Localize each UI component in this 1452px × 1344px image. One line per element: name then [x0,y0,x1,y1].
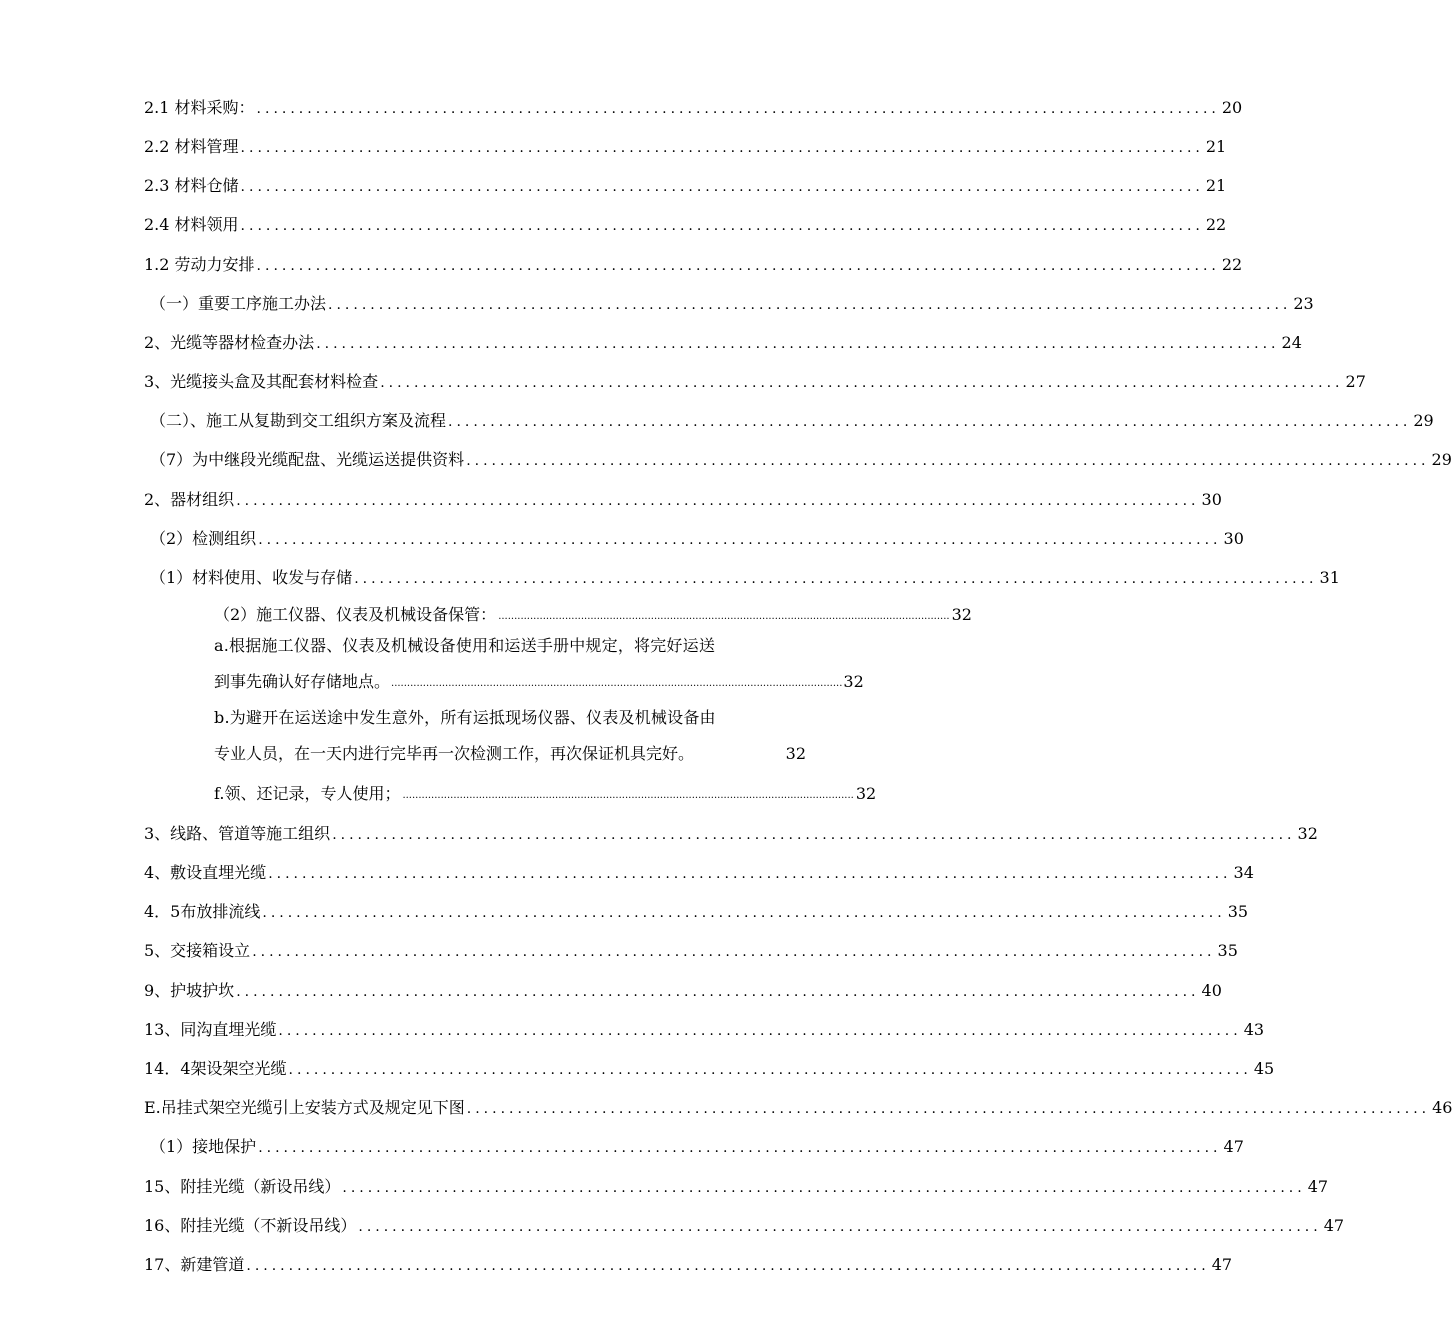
toc-entry[interactable] [150,405,1434,431]
toc-entry-title: 2、光缆等器材检查办法 [144,333,315,352]
toc-entry-page: 29 [1413,411,1434,430]
toc-entry-title: 9、护坡护坎 [144,981,235,1000]
toc-leader-dots: .................................................................................................................. [380,375,1344,391]
toc-entry[interactable] [144,975,1222,1001]
toc-entry[interactable] [150,1131,1244,1157]
toc-leader-dots: .................................................................................................................. [240,218,1204,234]
toc-entry-page: 45 [1253,1059,1275,1078]
toc-leader-dots: .................................................................................................................. [342,1180,1306,1196]
toc-entry-title: 15、附挂光缆（新设吊线） [144,1177,341,1196]
toc-entry-page: 32 [1297,824,1318,843]
toc-leader-dots: .................................................................................................................. [262,905,1226,921]
toc-entry-title: 14．4架设架空光缆 [144,1059,287,1078]
toc-leader-dots: .............................................................................................................................................. [498,611,950,622]
toc-entry[interactable] [144,366,1366,392]
toc-entry-page: 32 [951,605,972,624]
toc-entry-page: 21 [1205,176,1227,195]
toc-entry-page: 35 [1217,941,1238,960]
toc-leader-dots: .................................................................................................................. [258,532,1222,548]
toc-leader-dots: .................................................................................................................. [236,493,1200,509]
toc-entry-page: 29 [1431,450,1452,469]
toc-leader-dots: .................................................................................................................. [358,1219,1322,1235]
toc-leader-dots: .................................................................................................................. [256,258,1220,274]
toc-entry-page: 34 [1233,863,1254,882]
toc-entry[interactable] [144,1053,1275,1079]
toc-entry-title: 13、同沟直埋光缆 [144,1020,277,1039]
toc-leader-dots: .................................................................................................................. [466,453,1430,469]
toc-entry-page: 22 [1205,215,1227,234]
toc-leader-dots: .................................................................................................................. [268,866,1232,882]
toc-entry-page: 27 [1345,372,1366,391]
toc-entry[interactable] [144,818,1318,844]
toc-entry-title-line2: 专业人员，在一天内进行完毕再一次检测工作，再次保证机具完好。 [214,744,695,763]
toc-entry-title: 4、敷设直埋光缆 [144,863,267,882]
toc-entry-page: 24 [1281,333,1302,352]
toc-entry-title: （7）为中继段光缆配盘、光缆运送提供资料 [150,450,465,469]
toc-leader-dots: .................................................................................................................. [236,984,1200,1000]
toc-entry[interactable] [144,1014,1265,1040]
toc-entry-page: 32 [843,672,864,691]
toc-entry[interactable] [144,857,1254,883]
toc-entry-title: 2.1 材料采购： [144,98,255,117]
toc-leader-dots: .................................................................................................................. [240,140,1204,156]
toc-entry-title: 2.2 材料管理 [144,137,239,156]
toc-entry[interactable] [150,288,1314,314]
toc-entry-title: 5、交接箱设立 [144,941,251,960]
toc-entry-title: 16、附挂光缆（不新设吊线） [144,1216,357,1235]
toc-leader-dots: .................................................................................................................. [240,179,1204,195]
toc-leader-dots: .................................................................................................................. [316,336,1280,352]
toc-entry-title: 17、新建管道 [144,1255,245,1274]
toc-entry[interactable] [144,249,1243,275]
toc-entry-page: 31 [1319,568,1340,587]
toc-leader-dots: .................................................................................................................. [246,1258,1210,1274]
toc-leader-dots: .................................................................................................................. [328,297,1292,313]
toc-entry-title: （1）接地保护 [150,1137,257,1156]
toc-entry[interactable] [214,778,877,804]
toc-entry-title: （2）施工仪器、仪表及机械设备保管： [214,605,497,624]
toc-entry[interactable] [144,1249,1233,1275]
toc-entry-title: E.吊挂式架空光缆引上安装方式及规定见下图 [144,1098,465,1117]
toc-entry-title: f.领、还记录，专人使用； [214,784,401,803]
toc-entry-title: （一）重要工序施工办法 [150,294,327,313]
toc-entry-page: 35 [1227,902,1249,921]
toc-entry[interactable] [144,131,1227,157]
toc-leader-dots: .................................................................................................................. [332,827,1296,843]
toc-entry[interactable] [144,484,1222,510]
toc-entry[interactable] [144,1210,1345,1236]
toc-entry-page: 32 [855,784,877,803]
toc-entry[interactable] [144,896,1249,922]
toc-entry-page: 20 [1221,98,1243,117]
toc-entry-title-line2: 到事先确认好存储地点。 [214,672,391,691]
toc-leader-dots: .................................................................................................................. [278,1023,1242,1039]
toc-entry-multiline[interactable] [214,636,864,692]
toc-entry-page: 47 [1307,1177,1329,1196]
toc-entry[interactable] [144,935,1238,961]
toc-entry-page: 22 [1221,255,1243,274]
toc-entry-page: 43 [1243,1020,1265,1039]
toc-entry-title: （2）检测组织 [150,529,257,548]
toc-entry[interactable] [144,209,1227,235]
toc-entry[interactable] [150,562,1340,588]
toc-entry[interactable] [144,1092,1452,1118]
toc-entry-title-line1: b.为避开在运送途中发生意外，所有运抵现场仪器、仪表及机械设备由 [214,708,716,727]
toc-entry-title: （二）、施工从复勘到交工组织方案及流程 [150,411,447,430]
toc-entry-page: 40 [1201,981,1222,1000]
toc-entry[interactable] [150,523,1244,549]
toc-entry-page: 32 [785,744,806,763]
toc-entry-title: 3、线路、管道等施工组织 [144,824,331,843]
toc-leader-dots: .................................................................................................................. [448,414,1412,430]
toc-entry-title-line1: a.根据施工仪器、仪表及机械设备使用和运送手册中规定，将完好运送 [214,636,716,655]
toc-leader-dots: .................................................................................................................. [256,101,1220,117]
toc-entry-multiline[interactable] [214,708,806,764]
toc-entry-title: 4．5布放排流线 [144,902,261,921]
toc-leader-dots: .............................................................................................................................................. [402,790,854,801]
toc-entry-page: 47 [1211,1255,1233,1274]
toc-entry-title: 2.4 材料领用 [144,215,239,234]
toc-entry-page: 47 [1323,1216,1345,1235]
toc-entry-page: 47 [1223,1137,1244,1156]
toc-entry-page: 46 [1432,1098,1452,1117]
toc-entry-title: 2.3 材料仓储 [144,176,239,195]
toc-leader-dots: .................................................................................................................. [466,1101,1431,1117]
toc-entry-page: 30 [1201,490,1222,509]
toc-entry-title: 1.2 劳动力安排 [144,255,255,274]
toc-entry-title: 3、光缆接头盒及其配套材料检查 [144,372,379,391]
toc-leader-dots: .................................................................................................................. [252,944,1216,960]
toc-leader-dots: .................................................................................................................. [354,571,1318,587]
toc-leader-dots: .................................................................................................................. [288,1062,1252,1078]
toc-entry[interactable] [144,1171,1329,1197]
toc-leader-dots: .................................................................................................................. [258,1140,1222,1156]
toc-entry-page: 30 [1223,529,1244,548]
toc-entry-page: 21 [1205,137,1227,156]
toc-entry-page: 23 [1293,294,1314,313]
toc-entry-title: 2、器材组织 [144,490,235,509]
toc-entry[interactable] [144,327,1302,353]
toc-entry[interactable] [144,170,1227,196]
toc-entry[interactable] [150,444,1452,470]
toc-entry[interactable] [214,599,972,625]
toc-entry-title: （1）材料使用、收发与存储 [150,568,353,587]
toc-entry[interactable] [144,92,1243,118]
toc-leader-dots: .............................................................................................................................................. [391,678,843,689]
